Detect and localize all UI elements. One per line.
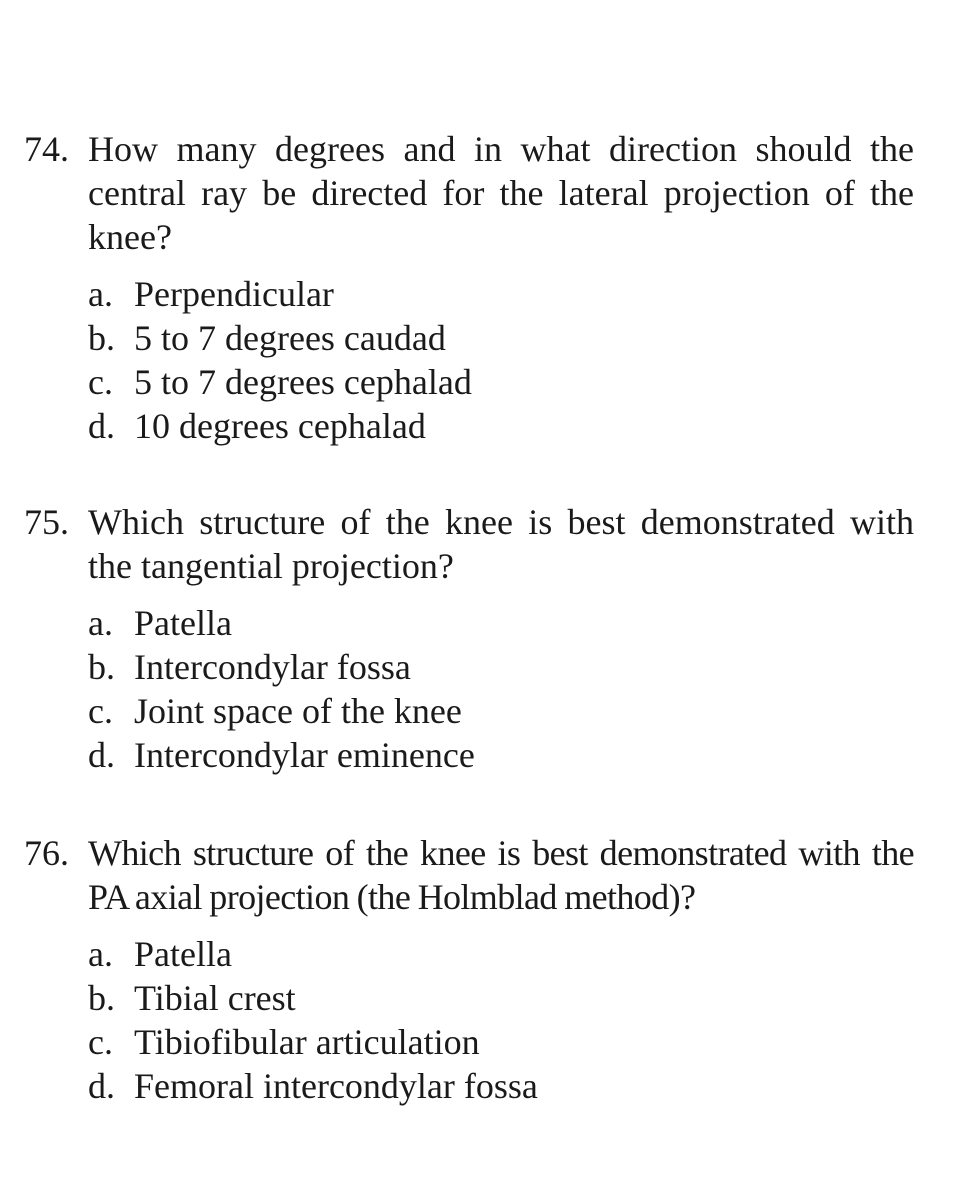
- question-stem: [24, 127, 914, 259]
- answer-option-d: [88, 733, 914, 777]
- answer-option-a: [88, 601, 914, 645]
- option-text: Intercondylar fossa: [134, 647, 411, 687]
- answer-option-b: [88, 645, 914, 689]
- answer-option-a: [88, 932, 914, 976]
- option-label: d.: [88, 735, 115, 775]
- question-76: [24, 831, 914, 1108]
- answer-option-b: [88, 316, 914, 360]
- option-label: b.: [88, 647, 115, 687]
- option-label: a.: [88, 934, 113, 974]
- option-label: a.: [88, 274, 113, 314]
- question-text: How many degrees and in what direction should the central ray be directed for the lateral projection of the knee?: [88, 129, 914, 257]
- answer-option-b: [88, 976, 914, 1020]
- question-number: 76.: [24, 833, 69, 873]
- option-label: b.: [88, 978, 115, 1018]
- answer-option-c: [88, 360, 914, 404]
- answer-option-d: [88, 404, 914, 448]
- option-text: Patella: [134, 603, 232, 643]
- option-text: Joint space of the knee: [134, 691, 462, 731]
- option-text: 10 degrees cephalad: [134, 406, 426, 446]
- option-label: c.: [88, 691, 113, 731]
- option-text: Perpendicular: [134, 274, 334, 314]
- option-text: Tibial crest: [134, 978, 296, 1018]
- answer-option-d: [88, 1064, 914, 1108]
- option-label: d.: [88, 406, 115, 446]
- option-label: c.: [88, 1022, 113, 1062]
- option-text: Tibiofibular articulation: [134, 1022, 480, 1062]
- question-number: 75.: [24, 502, 69, 542]
- option-label: b.: [88, 318, 115, 358]
- answer-options: [88, 272, 914, 448]
- option-text: 5 to 7 degrees caudad: [134, 318, 446, 358]
- answer-option-a: [88, 272, 914, 316]
- question-stem: [24, 831, 914, 919]
- option-text: Femoral intercondylar fossa: [134, 1066, 538, 1106]
- question-number: 74.: [24, 129, 69, 169]
- answer-option-c: [88, 1020, 914, 1064]
- question-stem: [24, 500, 914, 588]
- option-text: Patella: [134, 934, 232, 974]
- option-label: d.: [88, 1066, 115, 1106]
- option-label: a.: [88, 603, 113, 643]
- answer-options: [88, 601, 914, 777]
- option-text: 5 to 7 degrees cephalad: [134, 362, 472, 402]
- question-74: [24, 127, 914, 448]
- question-text: Which structure of the knee is best demonstrated with the tangential projection?: [88, 502, 914, 586]
- option-label: c.: [88, 362, 113, 402]
- question-75: [24, 500, 914, 777]
- answer-options: [88, 932, 914, 1108]
- answer-option-c: [88, 689, 914, 733]
- question-text: Which structure of the knee is best demonstrated with the PA axial projection (the Holmblad method)?: [88, 833, 914, 917]
- option-text: Intercondylar eminence: [134, 735, 475, 775]
